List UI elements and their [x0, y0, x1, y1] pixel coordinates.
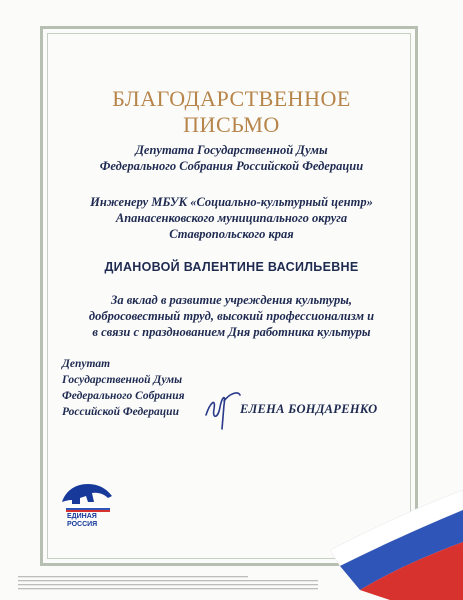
- recipient-line2: Апанасенковского муниципального округа: [115, 211, 348, 225]
- signatory-line3: Федерального Собрания: [62, 390, 185, 402]
- signatory-name: ЕЛЕНА БОНДАРЕНКО: [240, 402, 378, 416]
- recipient-line1: Инженеру МБУК «Социально-культурный центр»: [90, 195, 373, 209]
- issuer-line2: Федерального Собрания Российской Федерации: [99, 159, 364, 173]
- signatory-line1: Депутат: [62, 358, 111, 370]
- logo-text-line1: ЕДИНАЯ: [67, 513, 97, 520]
- reason-line3: в связи с празднованием Дня работника культуры: [92, 325, 371, 339]
- issuer-line1: Депутата Государственной Думы: [135, 143, 328, 157]
- recipient-name: ДИАНОВОЙ ВАЛЕНТИНЕ ВАСИЛЬЕВНЕ: [104, 260, 359, 274]
- recipient-line3: Ставропольского края: [169, 227, 294, 241]
- handwritten-signature: [200, 385, 244, 431]
- signatory-line2: Государственной Думы: [62, 374, 183, 386]
- logo-text-line2: РОССИЯ: [67, 521, 98, 528]
- document-title-line2: ПИСЬМО: [183, 112, 280, 137]
- reason-line1: За вклад в развитие учреждения культуры,: [110, 293, 353, 307]
- reason-line2: добросовестный труд, высокий профессионализм и: [88, 309, 375, 323]
- document-title-line1: БЛАГОДАРСТВЕННОЕ: [112, 86, 351, 111]
- fine-print: [18, 574, 398, 594]
- signatory-line4: Российской Федерации: [62, 406, 179, 418]
